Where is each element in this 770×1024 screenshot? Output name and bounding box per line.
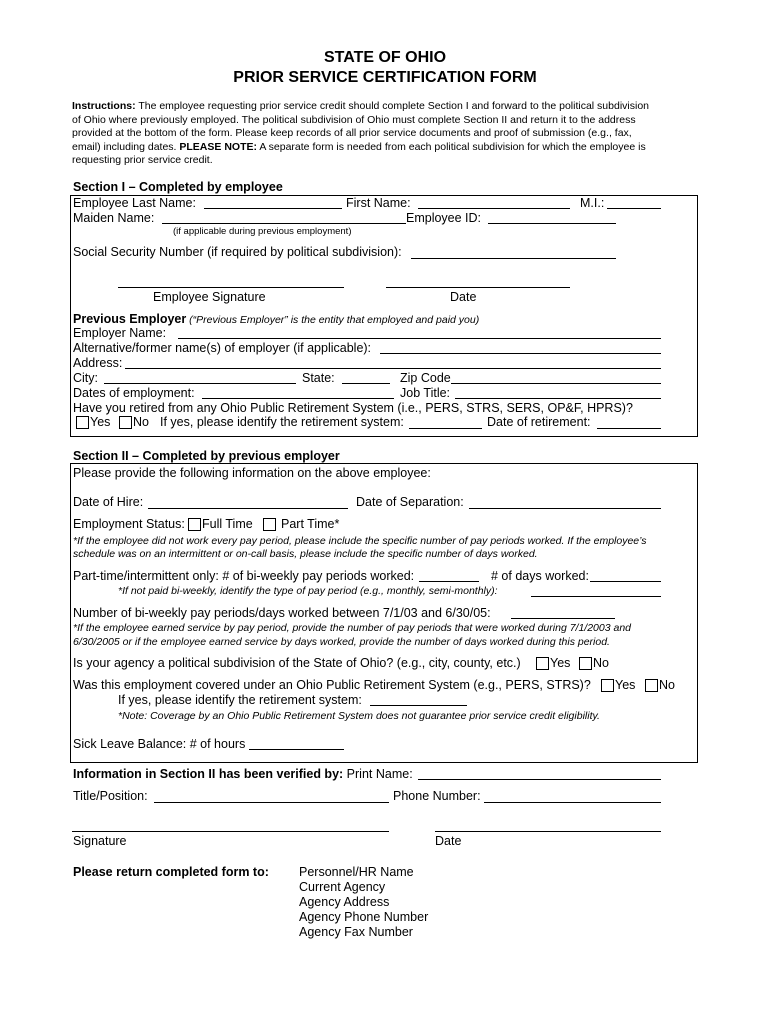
verifier-signature-field[interactable] (72, 831, 389, 832)
pay-period-type-field[interactable] (531, 596, 661, 597)
zip-field[interactable] (451, 383, 661, 384)
retired-question: Have you retired from any Ohio Public Retirement System (i.e., PERS, STRS, SERS, OP&F, HPRS)? (73, 401, 633, 415)
employer-name-label: Employer Name: (73, 326, 167, 340)
part-time-periods-field[interactable] (419, 581, 479, 582)
verifier-date-label: Date (435, 834, 462, 848)
employee-signature-date-field[interactable] (386, 287, 570, 288)
employer-name-field[interactable] (178, 338, 661, 339)
employee-date-label: Date (450, 290, 477, 304)
title-position-field[interactable] (154, 802, 389, 803)
biweekly-periods-label: Number of bi-weekly pay periods/days worked between 7/1/03 and 6/30/05: (73, 606, 491, 620)
days-worked-field[interactable] (590, 581, 661, 582)
mi-field[interactable] (607, 208, 661, 209)
verified-by-label: Information in Section II has been verified by: Print Name: (73, 767, 413, 781)
biweekly-note: *If the employee earned service by pay period, provide the number of pay periods that were worked during 7/1/2003 and (73, 622, 632, 634)
last-name-field[interactable] (204, 208, 342, 209)
sick-leave-field[interactable] (249, 749, 344, 750)
ssn-label: Social Security Number (if required by political subdivision): (73, 245, 402, 259)
subdivision-yes-checkbox[interactable] (536, 657, 549, 670)
section2-heading: Section II – Completed by previous employer (73, 449, 340, 463)
coverage-note: *Note: Coverage by an Ohio Public Retirement System does not guarantee prior service credit eligibility. (118, 710, 600, 722)
city-label: City: (73, 371, 98, 385)
city-field[interactable] (104, 383, 296, 384)
first-name-field[interactable] (418, 208, 570, 209)
coverage-no-checkbox[interactable] (645, 679, 658, 692)
previous-employer-heading: Previous Employer (“Previous Employer” is the entity that employed and paid you) (73, 312, 480, 326)
status-note: schedule was on an intermittent or on-call basis, please include the specific number of days worked. (73, 548, 538, 560)
date-of-hire-label: Date of Hire: (73, 495, 144, 509)
mi-label: M.I.: (580, 196, 605, 210)
instructions-line: provided at the bottom of the form. Please keep records of all prior service documents and proof of submission (e.g., fax, (72, 127, 632, 139)
verifier-signature-label: Signature (73, 834, 127, 848)
retired-yes-checkbox[interactable] (76, 416, 89, 429)
form-title: STATE OF OHIO (323, 49, 447, 66)
days-worked-label: # of days worked: (491, 569, 589, 583)
maiden-name-note: (if applicable during previous employment) (173, 226, 352, 237)
coverage-yes-label: Yes (615, 678, 636, 692)
retirement-date-field[interactable] (597, 428, 661, 429)
section2-intro: Please provide the following information on the above employee: (73, 466, 431, 480)
return-address-line: Agency Address (299, 895, 390, 909)
instructions-line: Instructions: The employee requesting prior service credit should complete Section I and forward to the political subdivision (72, 100, 650, 112)
retired-yes-label: Yes (90, 415, 111, 429)
first-name-label: First Name: (346, 196, 411, 210)
job-title-field[interactable] (455, 398, 661, 399)
subdivision-no-label: No (593, 656, 609, 670)
return-address-line: Current Agency (299, 880, 386, 894)
retired-identify-label: If yes, please identify the retirement system: (160, 415, 404, 429)
date-of-separation-field[interactable] (469, 508, 661, 509)
job-title-label: Job Title: (400, 386, 451, 400)
verifier-print-name-field[interactable] (418, 779, 661, 780)
pay-period-type-label: *If not paid bi-weekly, identify the type of pay period (e.g., monthly, semi-monthly): (118, 585, 498, 597)
part-time-label: Part Time* (281, 517, 340, 531)
retired-no-label: No (133, 415, 149, 429)
part-time-periods-label: Part-time/intermittent only: # of bi-weekly pay periods worked: (73, 569, 415, 583)
return-address-line: Personnel/HR Name (299, 865, 414, 879)
full-time-checkbox[interactable] (188, 518, 201, 531)
subdivision-no-checkbox[interactable] (579, 657, 592, 670)
coverage-yes-checkbox[interactable] (601, 679, 614, 692)
retirement-coverage-question: Was this employment covered under an Ohio Public Retirement System (e.g., PERS, STRS)? (73, 678, 591, 692)
full-time-label: Full Time (202, 517, 253, 531)
alt-employer-name-field[interactable] (380, 353, 661, 354)
verifier-date-field[interactable] (435, 831, 661, 832)
part-time-checkbox[interactable] (263, 518, 276, 531)
retired-no-checkbox[interactable] (119, 416, 132, 429)
retirement-date-label: Date of retirement: (487, 415, 591, 429)
instructions-line: of Ohio where previously employed. The political subdivision of Ohio must complete Section II and return it to the address (72, 113, 636, 126)
employee-signature-field[interactable] (118, 287, 344, 288)
return-to-label: Please return completed form to: (73, 865, 269, 879)
zip-label: Zip Code (400, 371, 451, 385)
date-of-hire-field[interactable] (148, 508, 348, 509)
sick-leave-label: Sick Leave Balance: # of hours (73, 737, 246, 751)
instructions-line: email) including dates. PLEASE NOTE: A separate form is needed from each political subdivision for which the employee is (72, 140, 646, 153)
biweekly-note: 6/30/2005 or if the employee earned service by days worked, provide the number of days worked during this period. (73, 636, 610, 648)
title-position-label: Title/Position: (73, 789, 148, 803)
last-name-label: Employee Last Name: (73, 196, 196, 210)
phone-number-field[interactable] (484, 802, 661, 803)
coverage-no-label: No (659, 678, 675, 692)
status-note: *If the employee did not work every pay period, please include the specific number of pay periods worked. If the employee’s (73, 535, 647, 547)
instructions-line: requesting prior service credit. (72, 154, 213, 166)
employee-id-label: Employee ID: (406, 211, 482, 225)
employee-id-field[interactable] (488, 223, 616, 224)
phone-number-label: Phone Number: (393, 789, 481, 803)
dates-of-employment-field[interactable] (202, 398, 394, 399)
ssn-field[interactable] (411, 258, 616, 259)
retirement-system-field[interactable] (409, 428, 482, 429)
return-address-line: Agency Fax Number (299, 925, 413, 939)
state-field[interactable] (342, 383, 390, 384)
dates-of-employment-label: Dates of employment: (73, 386, 195, 400)
employee-signature-label: Employee Signature (153, 290, 266, 304)
date-of-separation-label: Date of Separation: (356, 495, 464, 509)
biweekly-periods-field[interactable] (511, 618, 615, 619)
employment-status-label: Employment Status: (73, 517, 185, 531)
political-subdivision-question: Is your agency a political subdivision of the State of Ohio? (e.g., city, county, etc.) (73, 656, 521, 670)
subdivision-yes-label: Yes (550, 656, 571, 670)
return-address-line: Agency Phone Number (299, 910, 429, 924)
form-subtitle: PRIOR SERVICE CERTIFICATION FORM (233, 69, 537, 86)
section1-heading: Section I – Completed by employee (73, 180, 283, 194)
alt-employer-name-label: Alternative/former name(s) of employer (if applicable): (73, 341, 372, 355)
coverage-system-field[interactable] (370, 705, 467, 706)
address-field[interactable] (125, 368, 661, 369)
maiden-name-label: Maiden Name: (73, 211, 155, 225)
address-label: Address: (73, 356, 123, 370)
coverage-identify-label: If yes, please identify the retirement system: (118, 693, 362, 707)
state-label: State: (302, 371, 335, 385)
maiden-name-field[interactable] (162, 223, 406, 224)
